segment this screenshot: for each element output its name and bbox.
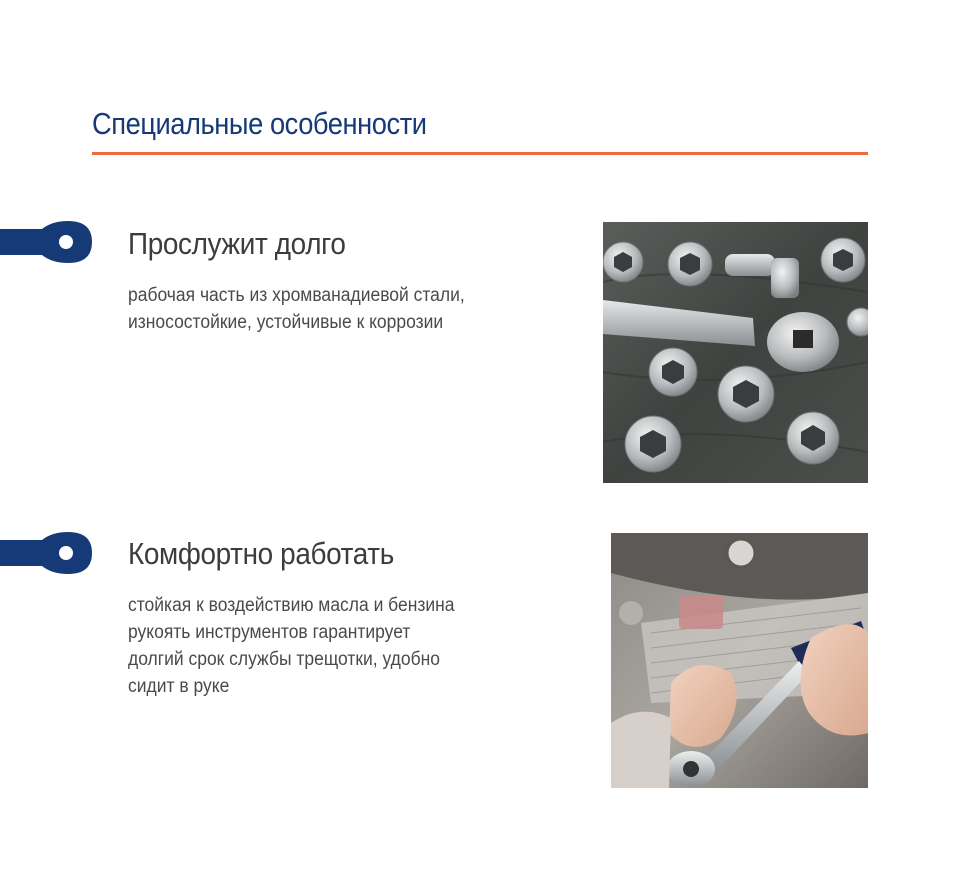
- feature-line: рукоять инструментов гарантирует: [128, 622, 411, 643]
- feature-line: стойкая к воздействию масла и бензина: [128, 595, 455, 616]
- sockets-photo: [603, 222, 868, 483]
- wrench-tab-icon: [0, 221, 92, 263]
- title-divider: [92, 152, 868, 155]
- ratchet-in-hands-photo: [611, 533, 868, 788]
- feature-line: сидит в руке: [128, 676, 230, 697]
- feature-title-durability: Прослужит долго: [128, 226, 346, 261]
- feature-description-comfort: [128, 592, 496, 700]
- feature-description-durability: [128, 282, 496, 336]
- feature-line: износостойкие, устойчивые к коррозии: [128, 312, 444, 333]
- feature-line: рабочая часть из хромванадиевой стали,: [128, 285, 465, 306]
- page-title: Специальные особенности: [92, 106, 427, 141]
- feature-line: долгий срок службы трещотки, удобно: [128, 649, 440, 670]
- wrench-tab-icon: [0, 532, 92, 574]
- feature-title-comfort: Комфортно работать: [128, 536, 394, 571]
